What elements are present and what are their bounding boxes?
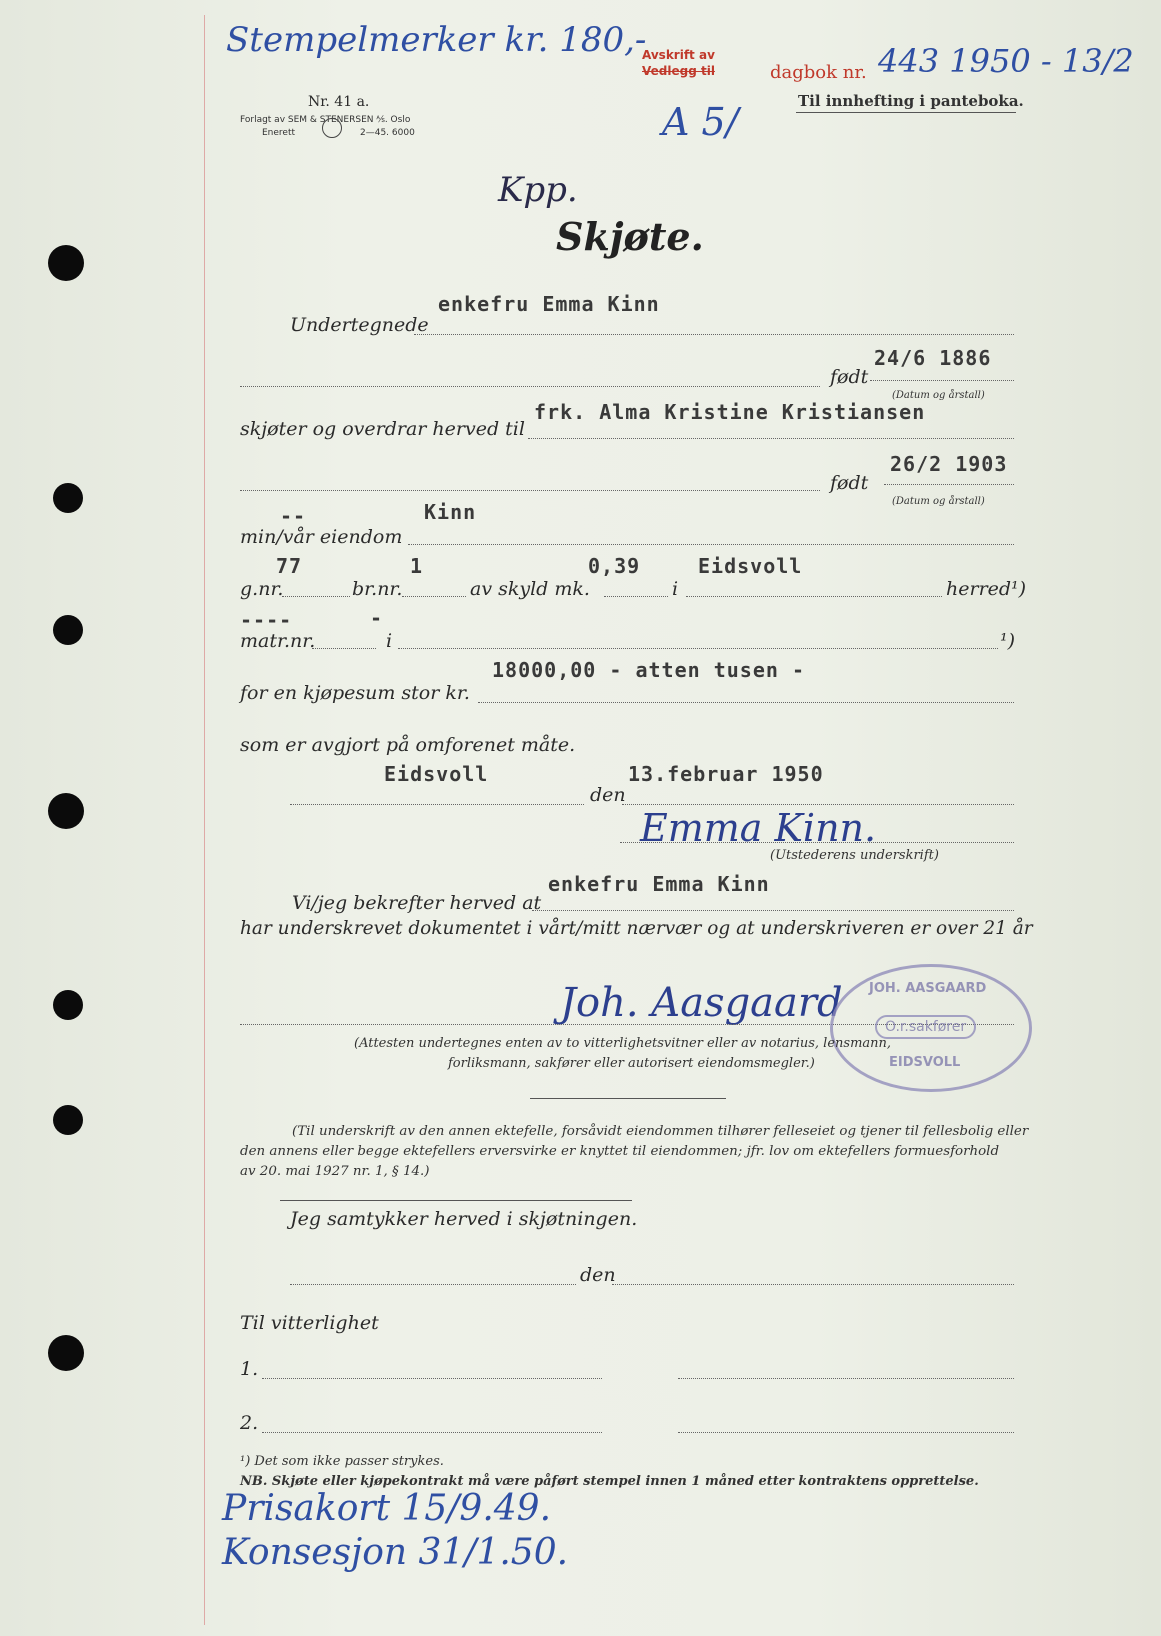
- spouse-divider: [280, 1200, 632, 1201]
- date-value: 13.februar 1950: [628, 762, 824, 786]
- margin-line: [204, 15, 205, 1625]
- brnr-label: br.nr.: [352, 578, 403, 600]
- brnr-line: [402, 596, 466, 597]
- fodt-value-1: 24/6 1886: [874, 346, 992, 370]
- matr-value: ----: [240, 608, 293, 632]
- undertegnede-line: [414, 334, 1014, 335]
- witness-number-1: 1.: [240, 1358, 259, 1380]
- stamp-duty-note: Stempelmerker kr. 180,-: [226, 20, 647, 60]
- form-number: Nr. 41 a.: [308, 94, 370, 110]
- datum-hint-2: (Datum og årstall): [892, 496, 985, 507]
- skjoter-line: [528, 438, 1014, 439]
- witness-1-line-a: [262, 1378, 602, 1379]
- place-line: [290, 804, 584, 805]
- matr-line-2: [398, 648, 998, 649]
- punch-hole: [48, 793, 84, 829]
- herred-value: Eidsvoll: [698, 554, 803, 578]
- hand-konsesjon: Konsesjon 31/1.50.: [222, 1532, 569, 1573]
- utsteder-label: (Utstederens underskrift): [770, 848, 939, 863]
- witness-2-line-a: [262, 1432, 602, 1433]
- witness-signature: Joh. Aasgaard: [560, 980, 843, 1026]
- gnr-label: g.nr.: [240, 578, 284, 600]
- place-value: Eidsvoll: [384, 762, 489, 786]
- herred-label: herred¹): [946, 578, 1027, 600]
- eiendom-label: min/vår eiendom: [240, 526, 403, 548]
- dagbok-number: 443 1950 - 13/2: [878, 42, 1134, 80]
- skyld-label: av skyld mk.: [470, 578, 590, 600]
- fodt-value-2: 26/2 1903: [890, 452, 1008, 476]
- witness-number-2: 2.: [240, 1412, 259, 1434]
- til-innhefting-underline: [796, 112, 1016, 113]
- attest-line-2: har underskrevet dokumentet i vårt/mitt nærvær og at underskriveren er over 21 år: [240, 918, 1033, 939]
- spouse-note-2: den annens eller begge ektefellers erversvirke er knyttet til eiendommen; jfr. lov om ektefellers formuesforhold: [240, 1144, 1000, 1159]
- spouse-line-2: [612, 1284, 1014, 1285]
- matr-end: ¹): [1000, 630, 1016, 652]
- punch-hole: [48, 245, 84, 281]
- gnr-line: [282, 596, 350, 597]
- brnr-value: 1: [410, 554, 424, 578]
- red-stamp-line-2: Vedlegg til: [642, 64, 715, 78]
- publisher-logo-icon: [322, 118, 342, 138]
- samtykker-text: Jeg samtykker herved i skjøtningen.: [290, 1208, 638, 1230]
- signature-line: [620, 842, 1014, 843]
- publisher-line-1: Forlagt av SEM & STENERSEN ⅍. Oslo: [240, 115, 411, 125]
- publisher-line-3: 2—45. 6000: [360, 128, 415, 138]
- skyld-value: 0,39: [588, 554, 641, 578]
- owner-signature: Emma Kinn.: [640, 806, 877, 850]
- eiendom-dash: --: [280, 504, 307, 528]
- dagbok-label: dagbok nr.: [770, 62, 867, 83]
- publisher-line-2: Enerett: [262, 128, 296, 138]
- punch-hole: [53, 1105, 83, 1135]
- footnote-nb: NB. Skjøte eller kjøpekontrakt må være påført stempel innen 1 måned etter kontraktens opprettelse.: [240, 1474, 979, 1489]
- i-label: i: [672, 578, 679, 600]
- attest-note-1: (Attesten undertegnes enten av to vitterlighetsvitner eller av notarius, lensmann,: [354, 1036, 892, 1051]
- punch-hole: [53, 615, 83, 645]
- skyld-line: [604, 596, 668, 597]
- skjoter-value: frk. Alma Kristine Kristiansen: [534, 400, 926, 424]
- eiendom-value: Kinn: [424, 500, 477, 524]
- matr-i-label: i: [386, 630, 393, 652]
- spouse-note-1: (Til underskrift av den annen ektefelle, forsåvidt eiendommen tilhører felleseiet og tjener til fellesbolig eller: [292, 1124, 1029, 1139]
- punch-hole: [53, 483, 83, 513]
- kjopesum-line: [478, 702, 1014, 703]
- datum-hint-1: (Datum og årstall): [892, 390, 985, 401]
- punch-hole: [53, 990, 83, 1020]
- bekrefter-value: enkefru Emma Kinn: [548, 872, 770, 896]
- spouse-line-1: [290, 1284, 576, 1285]
- matr-label: matr.nr.: [240, 630, 316, 652]
- hand-kpp: Kpp.: [498, 170, 578, 210]
- red-stamp-line-1: Avskrift av: [642, 48, 715, 62]
- stamp-line-1: JOH. AASGAARD: [869, 981, 987, 996]
- bekrefter-label: Vi/jeg bekrefter herved at: [292, 892, 542, 914]
- kjopesum-label: for en kjøpesum stor kr.: [240, 682, 470, 704]
- bekrefter-line: [532, 910, 1014, 911]
- kjopesum-value: 18000,00 - atten tusen -: [492, 658, 805, 682]
- hand-a5: A 5/: [662, 100, 739, 144]
- spouse-note-3: av 20. mai 1927 nr. 1, § 14.): [240, 1164, 430, 1179]
- fodt-line-2a: [240, 490, 820, 491]
- date-line: [622, 804, 1014, 805]
- attest-divider: [530, 1098, 726, 1099]
- fodt-line-1b: [870, 380, 1014, 381]
- til-innhefting: Til innhefting i panteboka.: [798, 92, 1024, 110]
- vitterlighet-label: Til vitterlighet: [240, 1312, 379, 1334]
- fodt-line-2b: [884, 484, 1014, 485]
- attest-note-2: forliksmann, sakfører eller autorisert eiendomsmegler.): [448, 1056, 815, 1071]
- matr-i-value: -: [370, 606, 384, 630]
- fodt-label-1: født: [830, 366, 869, 388]
- skjoter-label: skjøter og overdrar herved til: [240, 418, 525, 440]
- footnote-1: ¹) Det som ikke passer strykes.: [240, 1454, 444, 1469]
- lawyer-stamp: [830, 964, 1032, 1092]
- gnr-value: 77: [276, 554, 303, 578]
- undertegnede-value: enkefru Emma Kinn: [438, 292, 660, 316]
- herred-line: [686, 596, 942, 597]
- stamp-line-3: EIDSVOLL: [889, 1055, 961, 1070]
- punch-hole: [48, 1335, 84, 1371]
- fodt-label-2: født: [830, 472, 869, 494]
- matr-line-1: [312, 648, 376, 649]
- undertegnede-label: Undertegnede: [290, 314, 429, 336]
- hand-prisakort: Prisakort 15/9.49.: [222, 1488, 552, 1529]
- avgjort-text: som er avgjort på omforenet måte.: [240, 734, 576, 756]
- den-label: den: [590, 784, 626, 806]
- stamp-line-2: O.r.sakfører: [875, 1015, 976, 1039]
- witness-2-line-b: [678, 1432, 1014, 1433]
- eiendom-line: [408, 544, 1014, 545]
- witness-1-line-b: [678, 1378, 1014, 1379]
- fodt-line-1a: [240, 386, 820, 387]
- spouse-den-label: den: [580, 1264, 616, 1286]
- document-title: Skjøte.: [556, 214, 704, 259]
